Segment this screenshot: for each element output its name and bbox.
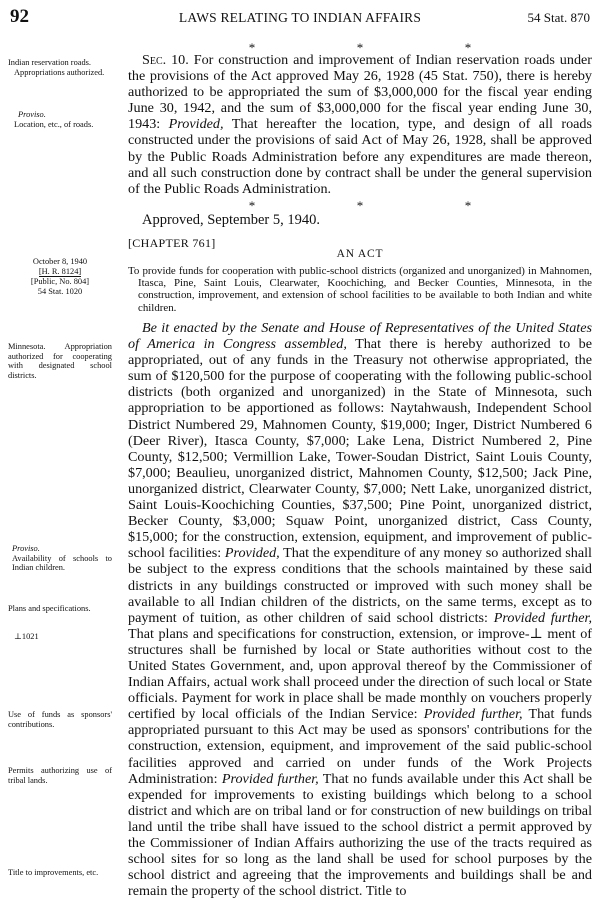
body-text: That plans and specifications for construction, extension, or improve-⊥ ment of structures shall be furnished by local or State authorities without cost to the United States Government, and, upon approval thereof by the Commissioner of Indian Affairs, actual work shall proceed under the direction of such local or State officials. Payment for work in place shall be made monthly on vouchers properly certified by local officials of the Indian Service: [128, 625, 592, 723]
act-body [128, 320, 592, 899]
margin-note-roads [8, 58, 112, 77]
margin-note-permits: Permits authorizing use of tribal lands. [8, 766, 112, 785]
margin-note-plans: Plans and specifications. [8, 604, 91, 613]
margin-note-sub: Appropriations authorized. [14, 67, 105, 77]
page-break-marker: ⊥1021 [14, 632, 39, 641]
body-text: That no funds available under this Act shall be expended for improvements to existing buildings which belong to a school district and which are on tribal land or for construction of new buildings on tribal land until the tribe shall have issued to the school district a permit approved by the Commissioner of Indian Affairs authorizing the use of the tracts required as school sites for so long as the land shall be used for school purposes by the school district and agreeing that the improvements and buildings shall be and remain the property of the school district. Title to [128, 770, 592, 900]
act-summary: To provide funds for cooperation with public-school districts (organized and unorganized) in Mahnomen, Itasca, Pine, Saint Louis, Clearwater, Koochiching, and Becker Counties, Minnesota, in the construction, improvement, and extension of school facilities to be available to both Indian and white children. [128, 265, 592, 314]
page-number: 92 [10, 6, 29, 27]
history-date: October 8, 1940 [32, 257, 88, 266]
margin-note-text: Location, etc., of roads. [14, 119, 94, 129]
section-10 [128, 52, 592, 197]
margin-note-text: Availability of schools to Indian children. [12, 553, 112, 573]
history-stat: 54 Stat. 1020 [37, 286, 83, 296]
proviso-label: Provided further, [493, 609, 592, 626]
history-public-number: [Public, No. 804] [30, 277, 90, 287]
running-title: LAWS RELATING TO INDIAN AFFAIRS [178, 10, 422, 25]
legislative-history [10, 257, 110, 296]
star: * [356, 40, 364, 55]
section-text: For construction and improvement of Indian reservation roads under the provisions of the Act approved May 26, 1928 (45 Stat. 750), there is hereby authorized to be appropriated the sum of $3,000,000 for the fiscal year ending June 30, 1942, and the sum of $3,000,000 for the fiscal year ending June 30, 1943: [128, 52, 592, 133]
approved-date: Approved, September 5, 1940. [142, 212, 320, 228]
margin-note-proviso: Proviso. [12, 544, 40, 553]
margin-note-title: Indian reservation roads. [8, 58, 92, 67]
margin-note-proviso: Proviso. [18, 110, 46, 119]
star: * [464, 198, 472, 213]
chapter-heading: [CHAPTER 761] [128, 236, 216, 250]
history-bill: [H. R. 8124] [38, 266, 82, 276]
an-act-heading: AN ACT [336, 248, 384, 260]
star: * [248, 40, 256, 55]
proviso-label: Provided further, [221, 770, 319, 787]
margin-note-proviso-location [8, 110, 112, 129]
proviso-label: Provided, [168, 116, 224, 133]
proviso-label: Provided, [224, 545, 280, 562]
margin-note-title-improvements: Title to improvements, etc. [8, 868, 99, 877]
page-header [10, 6, 590, 34]
enacting-clause: Be it enacted by the Senate and House of Representatives of the United States of America in Congress assembled, [128, 320, 592, 353]
body-text: That funds appropriated pursuant to this Act may be used as sponsors' contributions for the construction, extension, equipment, and improvement of the said public-school facilities approved and carried on under funds of the Work Projects Administration: [128, 706, 592, 787]
body-text: That there is hereby authorized to be appropriated, out of any funds in the Treasury not otherwise appropriated, the sum of $120,500 for the purpose of cooperating with the following public-school districts (both organized and unorganized) in the State of Minnesota, such appropriation to be apportioned as follows: Naytahwaush, Independent School District Numbered 29, Mahnomen County, $19,000; Inger, District Numbered 6 (Deer River), Itasca County, $7,000; Lake Lena, District Numbered 2, Pine County, $12,500; Vermillion Lake, Tower-Soudan District, Saint Louis County, $7,000; Beaulieu, unorganized district, Mahnomen County, $12,500; Jack Pine, unorganized district, Clearwater County, $7,000; Nett Lake, unorganized district, Saint Louis-Koochiching Counties, $37,500; Pine Point, unorganized district, Becker County, $3,000; Squaw Point, unorganized district, Cass County, $15,000; for the construction, extension, equipment, and improvement of public-school facilities: [128, 336, 592, 562]
section-text: That hereafter the location, type, and design of all roads constructed under the provisions of said Act of May 26, 1928, shall be approved by the Public Roads Administration before any expenditures are made thereon, and all such construction done by contract shall be under the general supervision of the Public Roads Administration. [128, 116, 593, 197]
margin-note-minnesota: Minnesota. Appropriation authorized for cooperating with designated school districts. [8, 342, 112, 380]
star: * [464, 40, 472, 55]
star: * [248, 198, 256, 213]
margin-note-sponsors: Use of funds as sponsors' contributions. [8, 710, 112, 729]
section-lead: Sec. 10. [142, 52, 189, 68]
body-text: That the expenditure of any money so authorized shall be subject to the express conditions that the schools maintained by these said districts in any buildings constructed or improved with such money shall be available to all Indian children of the districts, on the same terms, except as to payment of tuition, as other children of said school districts: [128, 545, 592, 626]
margin-note-availability [8, 544, 112, 573]
statute-reference: 54 Stat. 870 [527, 10, 590, 25]
proviso-label: Provided further, [423, 706, 523, 723]
star: * [356, 198, 364, 213]
